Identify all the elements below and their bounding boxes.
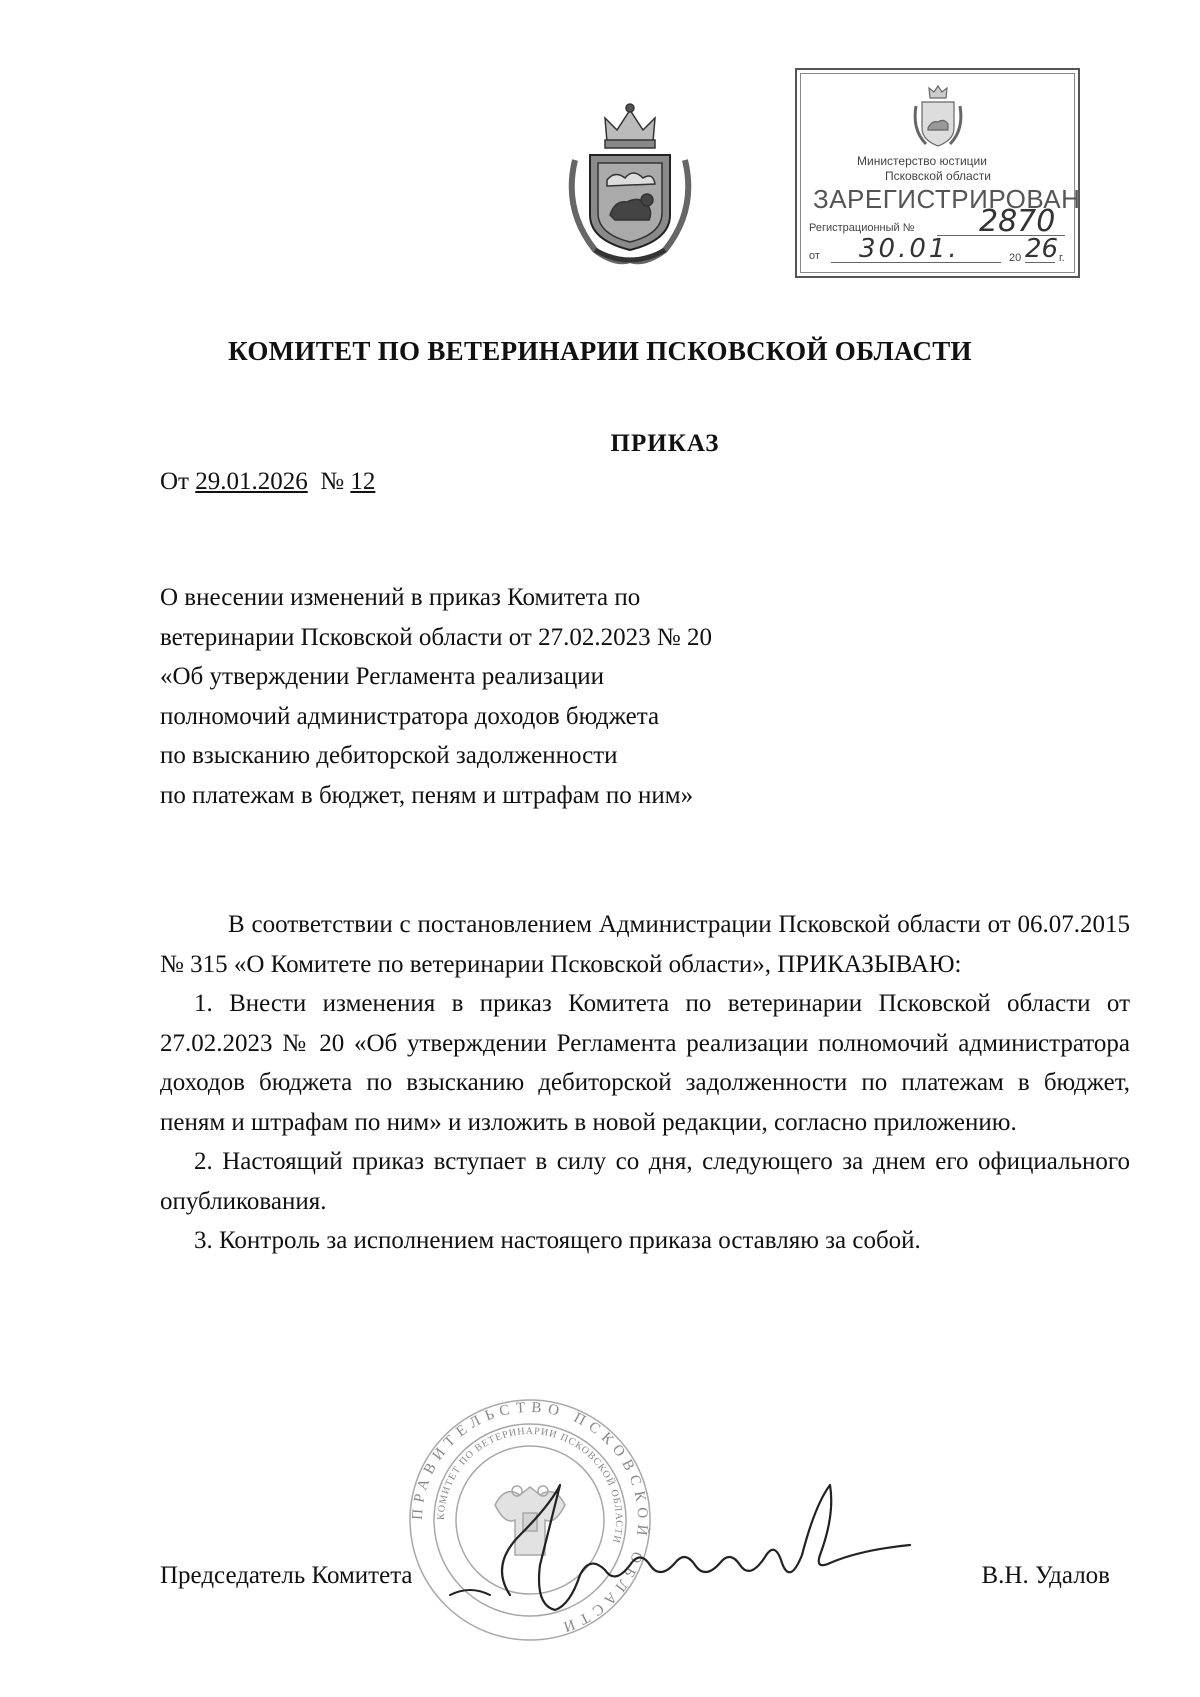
date-prefix: От (160, 468, 189, 495)
stamp-region-line: Псковской области (885, 169, 991, 183)
stamp-reg-number: 2870 (979, 204, 1056, 239)
subject-line: полномочий администратора доходов бюджета (160, 702, 660, 730)
stamp-reg-label: Регистрационный № (809, 222, 915, 234)
stamp-date-row (809, 234, 1071, 264)
subject-line: по платежам в бюджет, пеням и штрафам по ним» (160, 781, 694, 809)
order-subject (160, 578, 860, 815)
order-item-1: 1. Внести изменения в приказ Комитета по ветеринарии Псковской области от 27.02.2023 № 20 «Об утверждении Регламента реализации полномочий администратора доходов бюджета по взысканию дебиторской задолженности по платежам в бюджет, пеням и штрафам по ним» и изложить в новой редакции, согласно приложению. (160, 990, 1130, 1136)
stamp-date: 30.01. (859, 234, 960, 264)
stamp-year-suffix: 26 (1025, 234, 1059, 264)
signatory-position: Председатель Комитета (160, 1562, 413, 1589)
document-type: ПРИКАЗ (610, 430, 720, 457)
subject-line: О внесении изменений в приказ Комитета по (160, 584, 641, 611)
stamp-year-prefix: 20 (1009, 252, 1022, 264)
signatory-name: В.Н. Удалов (981, 1562, 1110, 1589)
seal-inner-text: КОМИТЕТ ПО ВЕТЕРИНАРИИ ПСКОВСКОЙ ОБЛАСТИ (435, 1425, 625, 1545)
preamble-paragraph: В соответствии с постановлением Администрации Псковской области от 06.07.2015 № 315 «О Комитете по ветеринарии Псковской области», ПРИКАЗЫВАЮ: (160, 911, 1130, 978)
stamp-emblem-icon (910, 84, 966, 152)
coat-of-arms-emblem (555, 100, 705, 270)
number-prefix: № (320, 468, 345, 495)
order-body (160, 905, 1130, 1261)
stamp-ministry-line: Министерство юстиции (857, 154, 987, 168)
order-date: 29.01.2026 (195, 468, 308, 495)
stamp-date-prefix: от (809, 250, 820, 262)
stamp-reg-row (809, 204, 1071, 239)
registration-stamp (795, 68, 1080, 278)
subject-line: «Об утверждении Регламента реализации (160, 663, 604, 690)
stamp-year-g: г. (1059, 252, 1065, 264)
subject-line: по взысканию дебиторской задолженности (160, 742, 618, 769)
order-item-3: 3. Контроль за исполнением настоящего приказа оставляю за собой. (194, 1227, 921, 1254)
seal-outer-text: ПРАВИТЕЛЬСТВО ПСКОВСКОЙ ОБЛАСТИ (409, 1399, 651, 1637)
organization-title: КОМИТЕТ ПО ВЕТЕРИНАРИИ ПСКОВСКОЙ ОБЛАСТИ (228, 336, 972, 366)
handwritten-signature (430, 1445, 930, 1625)
stamp-status: ЗАРЕГИСТРИРОВАН (813, 184, 1081, 214)
subject-line: ветеринарии Псковской области от 27.02.2023 № 20 (160, 623, 712, 651)
order-item-2: 2. Настоящий приказ вступает в силу со дня, следующего за днем его официального опубликования. (160, 1148, 1130, 1215)
order-number: 12 (350, 468, 376, 495)
date-number-line (160, 468, 375, 496)
